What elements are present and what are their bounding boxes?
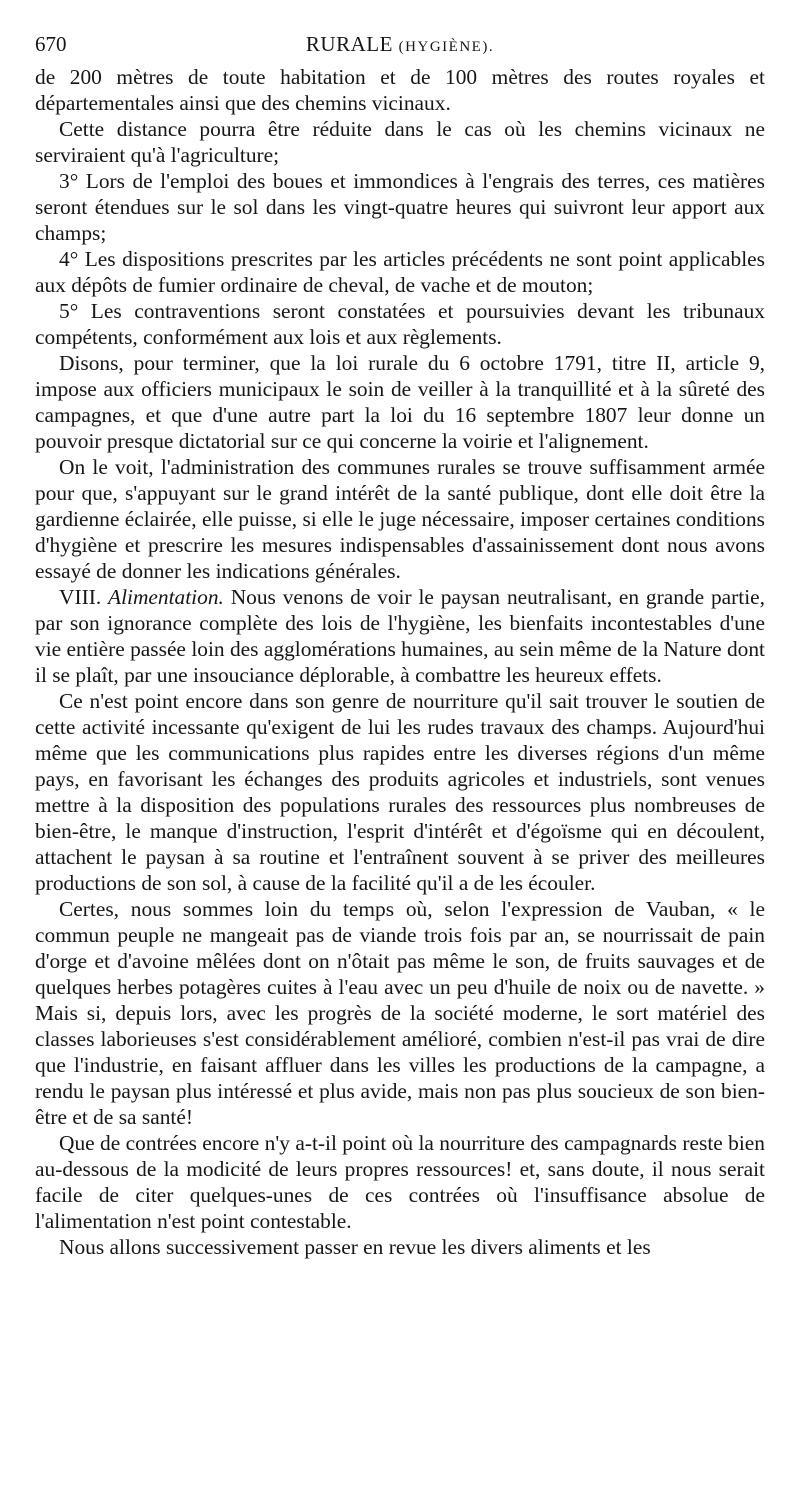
page-number: 670 xyxy=(35,32,67,56)
section-paragraph xyxy=(35,584,765,688)
paragraph: On le voit, l'administration des communes rurales se trouve suffisamment armée pour que, s'appuyant sur le grand intérêt de la santé publique, dont elle doit être la gardienne éclairée, elle puisse, si elle le juge nécessaire, imposer certaines conditions d'hygiène et prescrire les mesures indispensables d'assainissement dont nous avons essayé de donner les indications générales. xyxy=(35,455,765,583)
running-head xyxy=(35,24,765,64)
paragraph: 5° Les contraventions seront constatées et poursuivies devant les tribunaux compétents, conformément aux lois et aux règlements. xyxy=(35,299,765,349)
running-title-sub: (HYGIÈNE). xyxy=(398,39,495,55)
paragraph: Nous allons successivement passer en revue les divers aliments et les xyxy=(59,1235,651,1259)
section-title: Alimentation. xyxy=(108,585,224,609)
paragraph: Cette distance pourra être réduite dans le cas où les chemins vicinaux ne serviraient qu'à l'agriculture; xyxy=(35,117,765,167)
paragraph: 4° Les dispositions prescrites par les articles précédents ne sont point applicables aux dépôts de fumier ordinaire de cheval, de vache et de mouton; xyxy=(35,247,765,297)
section-text: Nous venons de voir le paysan neutralisant, en grande partie, par son ignorance complète des lois de l'hygiène, les bienfaits incontestables d'une vie entière passée loin des agglomérations humaines, au sein même de la Nature dont il se plaît, par une insouciance déplorable, à combattre les heureux effets. xyxy=(35,585,766,687)
section-number: VIII. xyxy=(59,585,102,609)
page-body xyxy=(35,64,765,1260)
paragraph: de 200 mètres de toute habitation et de 100 mètres des routes royales et départementales ainsi que des chemins vicinaux. xyxy=(35,65,765,115)
paragraph: Certes, nous sommes loin du temps où, selon l'expression de Vauban, « le commun peuple ne mangeait pas de viande trois fois par an, se nourrissait de pain d'orge et d'avoine mêlées dont on n'ôtait pas même le son, de fruits sauvages et de quelques herbes potagères cuites à l'eau avec un peu d'huile de noix ou de navette. » Mais si, depuis lors, avec les progrès de la société moderne, le sort matériel des classes laborieuses s'est considérablement amélioré, combien n'est-il pas vrai de dire que l'industrie, en faisant affluer dans les villes les productions de la campagne, a rendu le paysan plus intéressé et plus avide, mais non pas plus soucieux de son bien-être et de sa santé! xyxy=(35,897,765,1129)
paragraph: Ce n'est point encore dans son genre de nourriture qu'il sait trouver le soutien de cette activité incessante qu'exigent de lui les rudes travaux des champs. Aujourd'hui même que les communications plus rapides entre les diverses régions d'un même pays, en favorisant les échanges des produits agricoles et industriels, sont venues mettre à la disposition des populations rurales des ressources plus nombreuses de bien-être, le manque d'instruction, l'esprit d'intérêt et d'égoïsme qui en découlent, attachent le paysan à sa routine et l'entraînent souvent à se priver des meilleures productions de son sol, à cause de la facilité qu'il a de les écouler. xyxy=(35,689,765,895)
book-page xyxy=(35,24,765,1260)
paragraph: Que de contrées encore n'y a-t-il point où la nourriture des campagnards reste bien au-dessous de la modicité de leurs propres ressources! et, sans doute, il nous serait facile de citer quelques-unes de ces contrées où l'insuffisance absolue de l'alimentation n'est point contestable. xyxy=(35,1131,765,1233)
paragraph: 3° Lors de l'emploi des boues et immondices à l'engrais des terres, ces matières seront étendues sur le sol dans les vingt-quatre heures qui suivront leur apport aux champs; xyxy=(35,169,765,245)
running-title-main: RURALE xyxy=(305,32,393,56)
paragraph: Disons, pour terminer, que la loi rurale du 6 octobre 1791, titre II, article 9, impose aux officiers municipaux le soin de veiller à la tranquillité et à la sûreté des campagnes, et que d'une autre part la loi du 16 septembre 1807 leur donne un pouvoir presque dictatorial sur ce qui concerne la voirie et l'alignement. xyxy=(35,351,765,453)
running-title xyxy=(35,24,765,67)
